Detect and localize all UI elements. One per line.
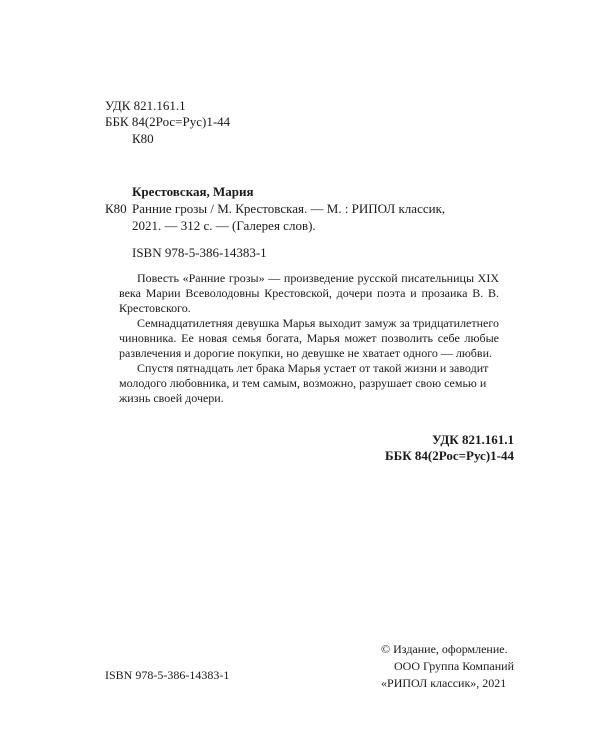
- isbn-entry: ISBN 978-5-386-14383-1: [132, 245, 267, 260]
- description-line-2: 2021. — 312 с. — (Галерея слов).: [132, 218, 316, 233]
- isbn-footer: ISBN 978-5-386-14383-1: [105, 668, 230, 682]
- author-sign: К80: [105, 201, 127, 216]
- udk-line: УДК 821.161.1: [105, 98, 186, 113]
- udk-bottom: УДК 821.161.1: [432, 432, 514, 447]
- author-name: Крестовская, Мария: [132, 184, 254, 199]
- copyright-line-1: © Издание, оформление.: [381, 642, 508, 656]
- annotation-paragraph-1: Повесть «Ранние грозы» — произведение русской писательницы XIX века Марии Всеволодовны Крестовской, дочери поэта и прозаика В. В. Крестовского.: [119, 271, 499, 315]
- copyright-line-2: ООО Группа Компаний: [394, 659, 514, 673]
- annotation: [119, 271, 499, 406]
- bbk-line: ББК 84(2Рос=Рус)1-44: [105, 114, 231, 129]
- annotation-paragraph-2: Семнадцатилетняя девушка Марья выходит замуж за тридцатилетнего чиновника. Ее новая семья богата, Марья может позволить себе любые развлечения и дорогие покупки, но девушке не хватает одного — любви.: [119, 316, 499, 360]
- bbk-bottom: ББК 84(2Рос=Рус)1-44: [385, 448, 514, 463]
- description-line-1: Ранние грозы / М. Крестовская. — М. : РИПОЛ классик,: [132, 201, 446, 216]
- copyright-block: [381, 642, 514, 691]
- author-sign-top: К80: [132, 131, 154, 146]
- copyright-line-3: «РИПОЛ классик», 2021: [381, 676, 507, 690]
- annotation-paragraph-3: Спустя пятнадцать лет брака Марья устает от такой жизни и заводит молодого любовника, и тем самым, возможно, разрушает свою семью и жизнь своей дочери.: [119, 361, 489, 405]
